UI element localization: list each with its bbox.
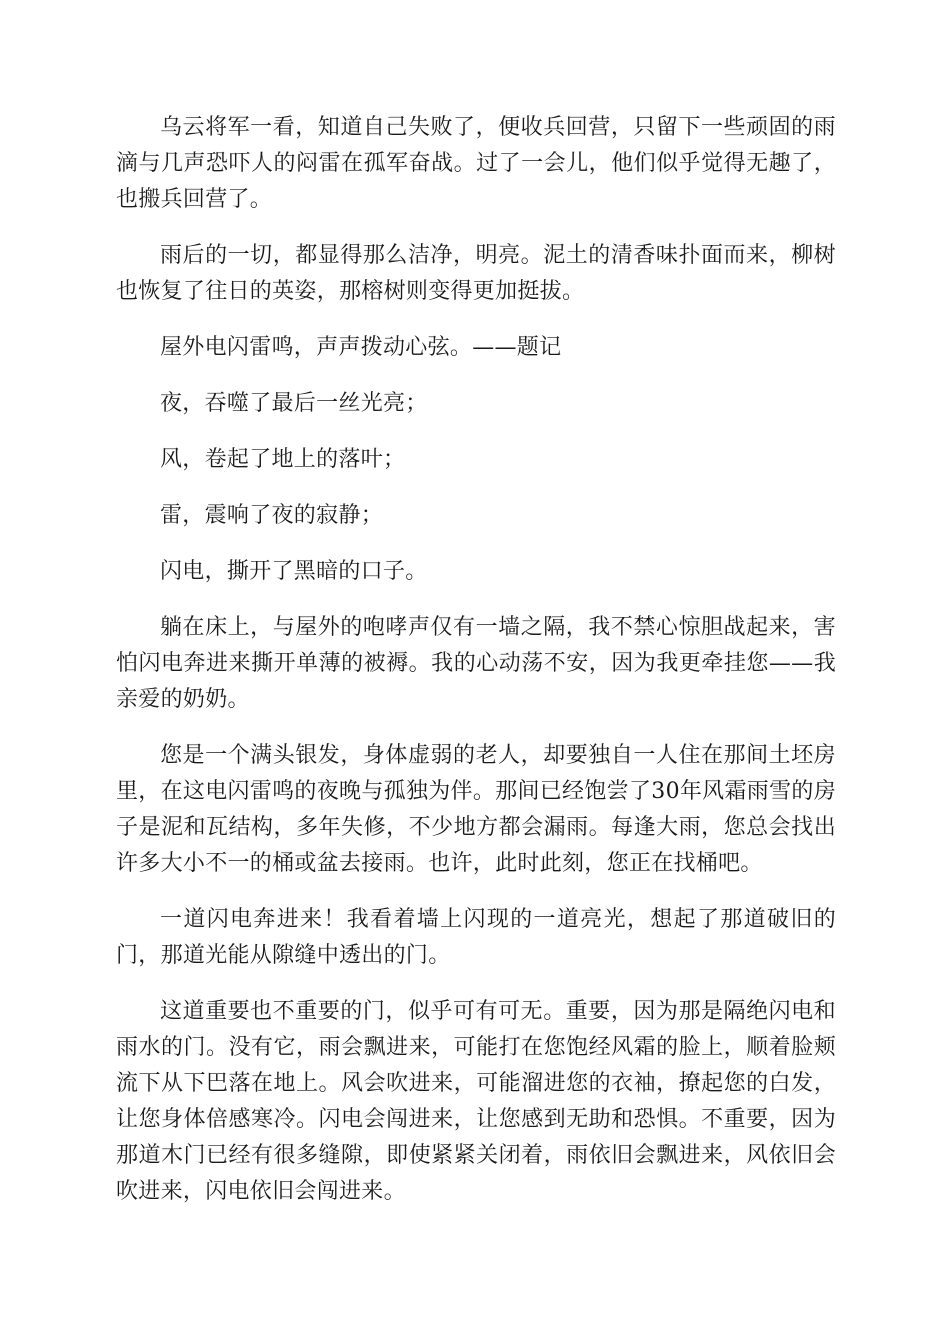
- paragraph-9: 您是一个满头银发，身体虚弱的老人，却要独自一人住在那间土坯房里，在这电闪雷鸣的夜晚与孤独为伴。那间已经饱尝了30年风霜雨雪的房子是泥和瓦结构，多年失修，不少地方都会漏雨。每逢大雨，您总会找出许多大小不一的桶或盆去接雨。也许，此时此刻，您正在找桶吧。: [116, 743, 836, 876]
- document-body: [116, 110, 836, 1230]
- paragraph-8: 躺在床上，与屋外的咆哮声仅有一墙之隔，我不禁心惊胆战起来，害怕闪电奔进来撕开单薄的被褥。我的心动荡不安，因为我更牵挂您——我亲爱的奶奶。: [116, 615, 836, 712]
- paragraph-1: 乌云将军一看，知道自己失败了，便收兵回营，只留下一些顽固的雨滴与几声恐吓人的闷雷在孤军奋战。过了一会儿，他们似乎觉得无趣了，也搬兵回营了。: [116, 115, 836, 212]
- paragraph-7: 闪电，撕开了黑暗的口子。: [160, 559, 428, 584]
- paragraph-3: 屋外电闪雷鸣，声声拨动心弦。——题记: [160, 335, 562, 360]
- paragraph-5: 风，卷起了地上的落叶；: [160, 447, 406, 472]
- paragraph-2: 雨后的一切，都显得那么洁净，明亮。泥土的清香味扑面而来，柳树也恢复了往日的英姿，那榕树则变得更加挺拔。: [116, 243, 836, 304]
- paragraph-4: 夜，吞噬了最后一丝光亮；: [160, 391, 428, 416]
- paragraph-11: 这道重要也不重要的门，似乎可有可无。重要，因为那是隔绝闪电和雨水的门。没有它，雨会飘进来，可能打在您饱经风霜的脸上，顺着脸颊流下从下巴落在地上。风会吹进来，可能溜进您的衣袖，撩起您的白发，让您身体倍感寒冷。闪电会闯进来，让您感到无助和恐惧。不重要，因为那道木门已经有很多缝隙，即使紧紧关闭着，雨依旧会飘进来，风依旧会吹进来，闪电依旧会闯进来。: [116, 999, 836, 1204]
- paragraph-6: 雷，震响了夜的寂静；: [160, 503, 384, 528]
- paragraph-10: 一道闪电奔进来！我看着墙上闪现的一道亮光，想起了那道破旧的门，那道光能从隙缝中透出的门。: [116, 907, 836, 968]
